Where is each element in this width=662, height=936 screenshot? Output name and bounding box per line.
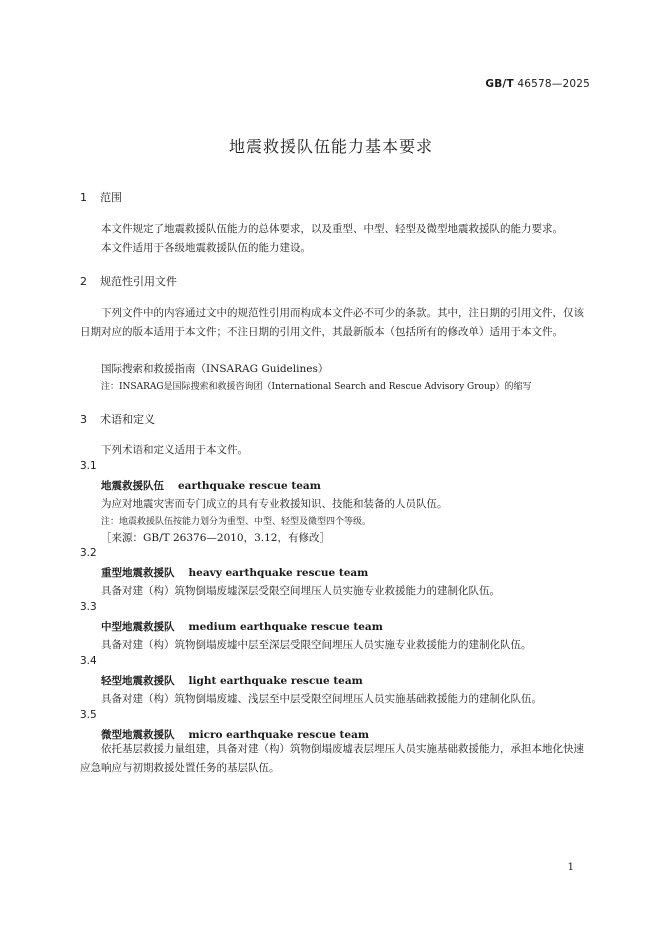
reference-insarag: 国际搜索和救援指南（INSARAG Guidelines） <box>101 363 329 375</box>
term-number: 3.1 <box>80 460 97 472</box>
term-definition: 具备对建（构）筑物倒塌废墟深层受限空间埋压人员实施专业救援能力的建制化队伍。 <box>101 585 500 597</box>
term-heading: 轻型地震救援队 light earthquake rescue team <box>101 675 363 687</box>
term-number: 3.5 <box>80 709 97 721</box>
section1-paragraph-1: 本文件规定了地震救援队伍能力的总体要求，以及重型、中型、轻型及微型地震救援队的能力要求。 <box>101 223 563 235</box>
term-note: 注：地震救援队伍按能力划分为重型、中型、轻型及微型四个等级。 <box>101 517 372 527</box>
section2-note: 注：INSARAG是国际搜索和救援咨询团（International Search and Rescue Advisory Group）的缩写 <box>101 382 532 392</box>
term-heading: 中型地震救援队 medium earthquake rescue team <box>101 621 383 633</box>
page-number: 1 <box>567 862 574 873</box>
section-heading-3: 3 术语和定义 <box>80 413 155 426</box>
term-definition: 依托基层救援力量组建，具备对建（构）筑物倒塌废墟表层埋压人员实施基础救援能力，承担本地化快速应急响应与初期救援处置任务的基层队伍。 <box>80 743 584 774</box>
section1-paragraph-2: 本文件适用于各级地震救援队伍的能力建设。 <box>101 242 311 254</box>
term-number: 3.2 <box>80 547 97 559</box>
section3-intro: 下列术语和定义适用于本文件。 <box>101 444 248 456</box>
section-heading-2: 2 规范性引用文件 <box>80 275 177 288</box>
term-definition: 为应对地震灾害而专门成立的具有专业救援知识、技能和装备的人员队伍。 <box>101 498 448 510</box>
term-number: 3.4 <box>80 655 97 667</box>
term-heading: 微型地震救援队 micro earthquake rescue team <box>101 729 370 741</box>
standard-number-value: 46578—2025 <box>517 78 590 90</box>
term-definition: 具备对建（构）筑物倒塌废墟、浅层至中层受限空间埋压人员实施基础救援能力的建制化队伍。 <box>101 693 542 705</box>
term-heading: 地震救援队伍 earthquake rescue team <box>101 480 321 492</box>
section-heading-1: 1 范围 <box>80 191 122 204</box>
document-title: 地震救援队伍能力基本要求 <box>228 137 433 156</box>
section2-paragraph: 下列文件中的内容通过文中的规范性引用而构成本文件必不可少的条款。其中，注日期的引用文件，仅该日期对应的版本适用于本文件；不注日期的引用文件，其最新版本（包括所有的修改单）适用于本文件。 <box>80 307 584 338</box>
standard-number <box>485 78 590 90</box>
standard-code: GB/T <box>485 78 514 90</box>
term-source: ［来源：GB/T 26376—2010，3.12，有修改］ <box>101 532 330 544</box>
term-heading: 重型地震救援队 heavy earthquake rescue team <box>101 567 369 579</box>
term-definition: 具备对建（构）筑物倒塌废墟中层至深层受限空间埋压人员实施专业救援能力的建制化队伍。 <box>101 639 532 651</box>
term-number: 3.3 <box>80 601 97 613</box>
